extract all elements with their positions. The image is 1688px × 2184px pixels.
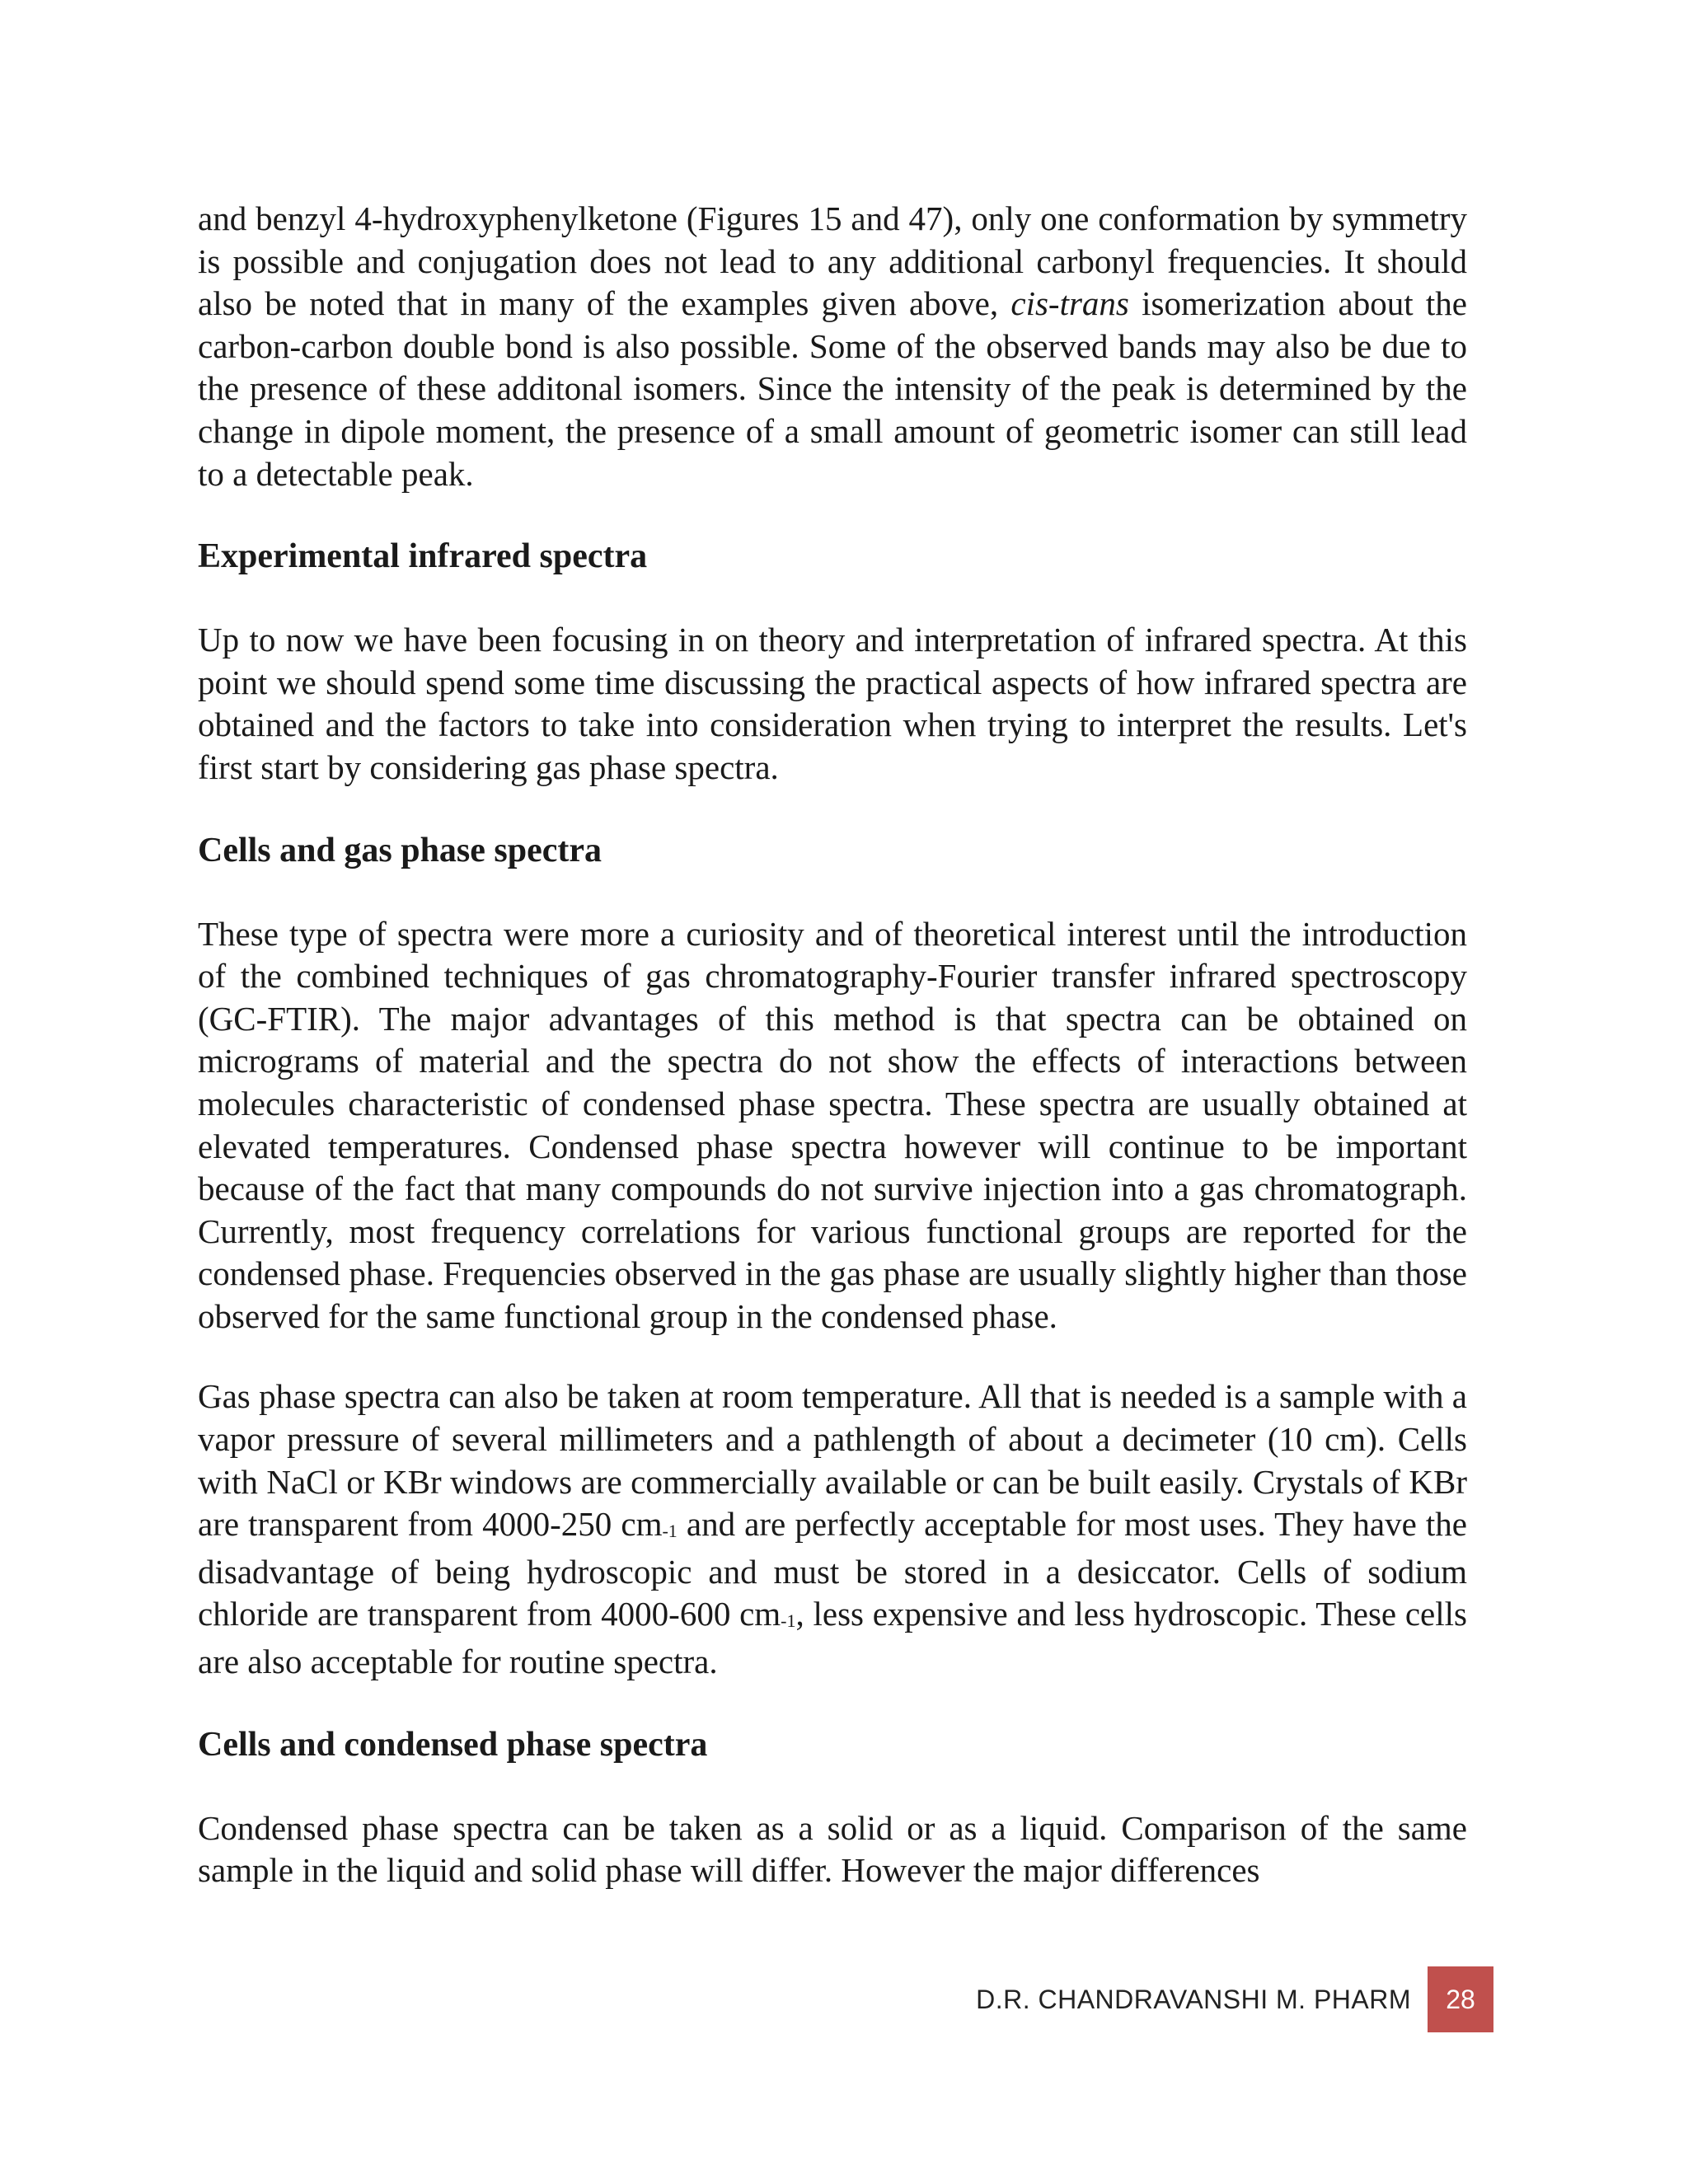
paragraph-text: , less expensive and less hydroscopic. These cells are also acceptable for routine spectra. — [198, 1595, 1467, 1681]
superscript: -1 — [781, 1610, 796, 1632]
paragraph-condensed: Condensed phase spectra can be taken as a solid or as a liquid. Comparison of the same sample in the liquid and solid phase will differ. However the major differences — [198, 1808, 1467, 1890]
paragraph-room-temperature — [198, 1376, 1467, 1683]
paragraph-text: and are perfectly acceptable for most uses. They have the disadvantage of being hydroscopic and must be stored in a desiccator. Cells of sodium chloride are transparent from 4000-600 cm — [198, 1505, 1467, 1633]
superscript: -1 — [662, 1521, 678, 1542]
paragraph-intro: Up to now we have been focusing in on theory and interpretation of infrared spectra. At this point we should spend some time discussing the practical aspects of how infrared spectra are obtained and the factors to take into consideration when trying to interpret the results. Let's first start by considering gas phase spectra. — [198, 621, 1467, 786]
footer-author: D.R. CHANDRAVANSHI M. PHARM — [976, 1984, 1411, 2014]
document-body — [198, 198, 1467, 1892]
page-number-badge: 28 — [1428, 1966, 1493, 2032]
paragraph-conformation — [198, 198, 1467, 495]
paragraph-text: and benzyl 4-hydroxyphenylketone (Figures 15 and 47), only one conformation by symmetry is possible and conjugation does not lead to any additional carbonyl frequencies. It should also be noted that in many of the examples given above, — [198, 199, 1467, 323]
paragraph-text: Gas phase spectra can also be taken at room temperature. All that is needed is a sample with a vapor pressure of several millimeters and a pathlength of about a decimeter (10 cm). Cells with NaCl or KBr windows are commercially available or can be built easily. Crystals of KBr are transparent from 4000-250 cm — [198, 1377, 1467, 1544]
section-heading-condensed-phase: Cells and condensed phase spectra — [198, 1725, 708, 1764]
section-heading-gas-phase: Cells and gas phase spectra — [198, 831, 603, 869]
paragraph-text: isomerization about the carbon-carbon double bond is also possible. Some of the observed bands may also be due to the presence of these additonal isomers. Since the intensity of the peak is determined by the change in dipole moment, the presence of a small amount of geometric isomer can still lead to a detectable peak. — [198, 284, 1467, 493]
paragraph-gc-ftir: These type of spectra were more a curiosity and of theoretical interest until the introduction of the combined techniques of gas chromatography-Fourier transfer infrared spectroscopy (GC-FTIR). The major advantages of this method is that spectra can be obtained on micrograms of material and the spectra do not show the effects of interactions between molecules characteristic of condensed phase spectra. These spectra are usually obtained at elevated temperatures. Condensed phase spectra however will continue to be important because of the fact that many compounds do not survive injection into a gas chromatograph. Currently, most frequency correlations for various functional groups are reported for the condensed phase. Frequencies observed in the gas phase are usually slightly higher than those observed for the same functional group in the condensed phase. — [198, 914, 1467, 1335]
section-heading-experimental: Experimental infrared spectra — [198, 537, 648, 576]
page-footer — [976, 1966, 1493, 2032]
italic-term: cis-trans — [1010, 284, 1129, 323]
